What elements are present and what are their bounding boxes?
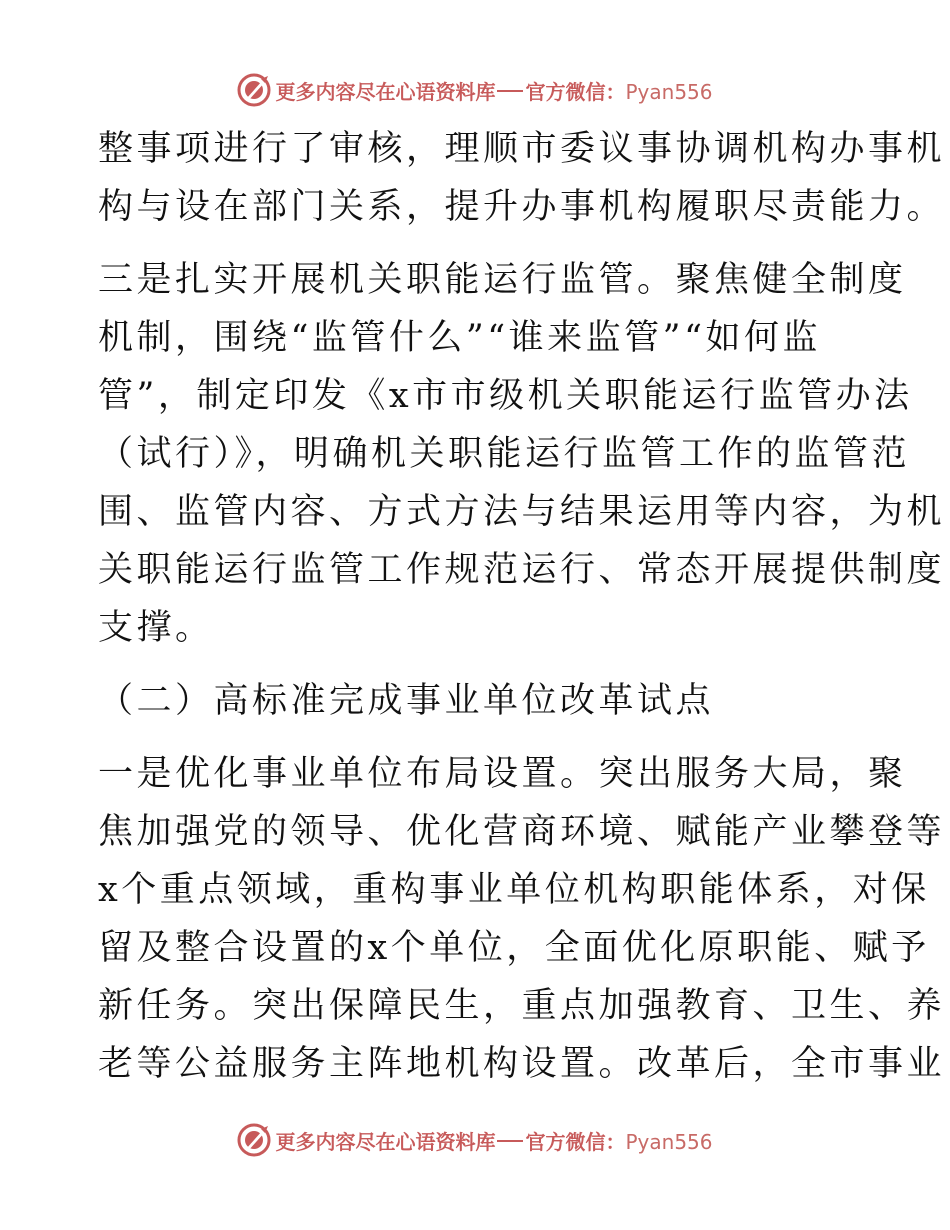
paragraph	[98, 120, 946, 236]
text-line: 一是优化事业单位布局设置。突出服务大局，聚	[98, 754, 907, 794]
text-line: x个重点领域，重构事业单位机构职能体系，对保	[98, 870, 930, 910]
text-line: 支撑。	[98, 608, 214, 648]
text-line: （试行）》，明确机关职能运行监管工作的监管范	[98, 434, 911, 474]
quill-logo-icon	[237, 73, 271, 107]
text-line: 焦加强党的领导、优化营商环境、赋能产业攀登等	[98, 812, 946, 852]
text-line: 老等公益服务主阵地机构设置。改革后，全市事业	[98, 1044, 946, 1084]
quill-logo-icon	[237, 1123, 271, 1157]
text-line: 关职能运行监管工作规范运行、常态开展提供制度	[98, 550, 946, 590]
watermark-text: 更多内容尽在心语资料库 官方微信：Pyan556	[275, 1129, 713, 1154]
heading-line: （二）高标准完成事业单位改革试点	[98, 681, 715, 721]
text-line: 构与设在部门关系，提升办事机构履职尽责能力。	[98, 187, 946, 227]
document-body	[98, 120, 946, 1093]
text-line: 新任务。突出保障民生，重点加强教育、卫生、养	[98, 986, 946, 1026]
text-line: 围、监管内容、方式方法与结果运用等内容，为机	[98, 492, 946, 532]
footer-watermark	[0, 1120, 950, 1160]
text-line: 整事项进行了审核，理顺市委议事协调机构办事机	[98, 129, 946, 169]
text-line: 机制，围绕“监管什么”“谁来监管”“如何监	[98, 318, 821, 358]
text-line: 留及整合设置的x个单位，全面优化原职能、赋予	[98, 928, 930, 968]
paragraph	[98, 745, 946, 1093]
text-line: 管”，制定印发《x市市级机关职能运行监管办法	[98, 376, 913, 416]
text-line: 三是扎实开展机关职能运行监管。聚焦健全制度	[98, 260, 907, 300]
paragraph	[98, 251, 946, 657]
section-heading	[98, 672, 858, 730]
header-watermark	[0, 70, 950, 110]
watermark-text: 更多内容尽在心语资料库 官方微信：Pyan556	[275, 79, 713, 104]
